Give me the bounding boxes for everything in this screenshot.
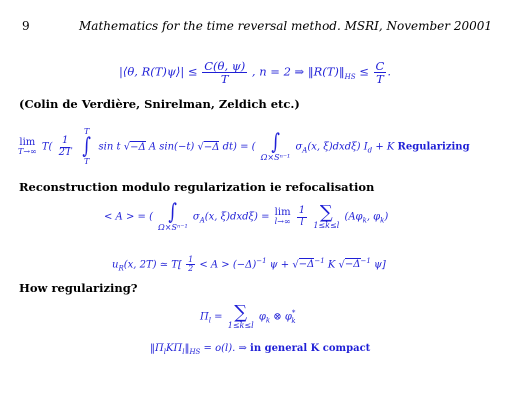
- formula2-sqrt1: −Δ: [130, 141, 146, 153]
- formula6-sub1: l: [163, 348, 166, 356]
- formula5-otimes: ⊗ φ: [270, 311, 292, 323]
- integral-sign: ∫: [82, 134, 91, 159]
- formula5-eq: =: [210, 311, 223, 323]
- formula3-integral: [158, 202, 188, 232]
- formula3-lhs: < A > = (: [104, 211, 153, 223]
- formula2-sigma: σ: [295, 141, 303, 153]
- sqrt-symbol: √: [123, 141, 131, 153]
- compact-conclusion: in general K compact: [250, 343, 371, 354]
- formula4-psi-plus: ψ +: [269, 259, 290, 271]
- formula3-sum-term: (Aφ: [344, 211, 363, 223]
- formula1-mid: , n = 2 ⇒ ‖R(T)‖: [251, 64, 345, 79]
- formula4-u: u: [112, 259, 119, 271]
- formula1-end: .: [387, 64, 391, 79]
- formula3-limit: [275, 208, 291, 226]
- formula4-sqrt2: −Δ: [344, 259, 361, 271]
- formula5-pi-sub: l: [208, 316, 211, 325]
- formula6-eq: = o(l). ⇒: [200, 343, 251, 354]
- formula1-numerator: C(θ, ψ): [204, 59, 246, 73]
- sum-sign-2: ∑: [234, 302, 248, 323]
- integral-sign-2: ∫: [271, 130, 280, 155]
- formula5-sum: [228, 304, 254, 330]
- formula2-integrand-start: sin t: [98, 141, 121, 153]
- formula2-integrand-end: dt) = (: [222, 141, 256, 153]
- formula2-fraction: [57, 136, 74, 158]
- formula-decay-estimate: [119, 60, 391, 85]
- formula5-phi: φ: [258, 311, 266, 323]
- formula2-sqrt2: −Δ: [203, 141, 220, 153]
- integral-sign-3: ∫: [168, 200, 178, 225]
- section-heading-reconstruction: Reconstruction modulo regularization ie refocalisation: [19, 180, 375, 194]
- sum-sign: ∑: [319, 202, 333, 223]
- formula4-u-sub: R: [118, 264, 124, 273]
- formula4-avg-a: < A > (−Δ): [199, 259, 257, 271]
- formula3-denominator: l: [300, 216, 304, 228]
- formula4-half-num: 1: [188, 255, 194, 264]
- formula3-numerator: 1: [298, 205, 306, 216]
- formula2-lim: lim: [19, 137, 36, 148]
- formula1-leq: ≤: [359, 64, 369, 79]
- formula1-denominator2: T: [376, 72, 384, 87]
- formula5-phi-sub2: k: [291, 316, 296, 325]
- formula2-id-sub: d: [367, 146, 373, 155]
- formula6-hs: ‖: [184, 343, 190, 354]
- formula2-denominator: 2T: [58, 146, 72, 158]
- formula4-u-args: (x, 2T) ≃ T[: [123, 259, 182, 271]
- formula3-int-sub: Ω×Sⁿ⁻¹: [158, 223, 188, 232]
- sqrt-symbol-2: √: [197, 141, 204, 153]
- formula2-t-paren: T(: [41, 141, 53, 153]
- formula5-phi-star: *: [291, 309, 296, 318]
- formula3-sigma-sub: A: [199, 216, 205, 225]
- formula2-plus-k: + K: [372, 141, 395, 153]
- formula-reconstruction: [112, 256, 386, 274]
- formula6-norm: ‖Π: [150, 343, 164, 354]
- formula2-sigma-args: (x, ξ)dxdξ): [307, 141, 361, 153]
- formula2-int-upper: T: [83, 127, 90, 136]
- formula3-phi-sub2: k: [380, 216, 385, 225]
- sqrt-symbol-3: √: [292, 259, 299, 271]
- formula1-hs-sub: HS: [344, 72, 356, 81]
- formula4-exp2: −1: [360, 257, 371, 266]
- formula3-phi-sub1: k: [362, 216, 367, 225]
- formula3-sigma: σ: [192, 211, 200, 223]
- formula2-int-lower: T: [83, 157, 90, 166]
- formula3-lim-sub: l→∞: [274, 217, 291, 226]
- formula2-numerator: 1: [61, 135, 69, 146]
- formula2-integral: [80, 128, 93, 166]
- formula3-comma-phi: , φ: [366, 211, 381, 223]
- formula3-close: ): [384, 211, 389, 223]
- formula2-integral2: [261, 132, 291, 162]
- citation-line: (Colin de Verdière, Snirelman, Zeldich etc.): [19, 97, 300, 111]
- sqrt-symbol-4: √: [338, 259, 345, 271]
- formula2-limit: [18, 138, 37, 156]
- formula-hs-norm: [150, 343, 370, 356]
- formula2-sigma-sub: A: [302, 146, 308, 155]
- formula4-half: [186, 256, 195, 274]
- formula6-k: KΠ: [165, 343, 183, 354]
- formula4-sqrt1: −Δ: [298, 259, 315, 271]
- formula3-sum-sub: 1≤k≤l: [313, 221, 340, 230]
- formula1-denominator: T: [220, 72, 229, 87]
- formula3-sigma-args: (x, ξ)dxdξ) =: [204, 211, 270, 223]
- formula6-hs-sub: HS: [189, 348, 201, 356]
- formula5-pi: Π: [200, 311, 209, 323]
- formula2-id: I: [363, 141, 368, 153]
- formula-average-operator: [104, 202, 388, 232]
- formula1-fraction: [202, 60, 247, 85]
- formula6-sub2: l: [182, 348, 185, 356]
- formula5-phi-sub: k: [265, 316, 271, 325]
- formula3-sum: [313, 204, 339, 230]
- formula4-half-den: 2: [188, 264, 194, 274]
- formula4-k: K: [327, 259, 336, 271]
- formula1-numerator2: C: [375, 59, 385, 73]
- formula2-int2-sub: Ω×Sⁿ⁻¹: [260, 153, 291, 162]
- formula5-sum-sub: 1≤k≤l: [227, 321, 254, 330]
- page-number: 9: [22, 19, 30, 33]
- formula-time-average: [16, 128, 470, 166]
- formula3-fraction: [297, 206, 307, 228]
- formula1-fraction2: [374, 60, 387, 85]
- formula4-exp1: −1: [314, 257, 325, 266]
- page-title: Mathematics for the time reversal method. MSRI, November 20001: [79, 19, 493, 33]
- formula-projection: [200, 304, 296, 330]
- formula2-lim-sub: T→∞: [18, 147, 37, 156]
- formula4-inv-exp: −1: [256, 257, 267, 266]
- formula2-integrand-mid: A sin(−t): [148, 141, 195, 153]
- regularizing-label: Regularizing: [397, 141, 470, 153]
- formula4-end: ψ]: [374, 259, 386, 271]
- section-heading-how-regularizing: How regularizing?: [19, 281, 138, 295]
- formula1-lhs: |⟨θ, R(T)ψ⟩| ≤: [119, 64, 198, 79]
- formula3-lim: lim: [274, 207, 291, 218]
